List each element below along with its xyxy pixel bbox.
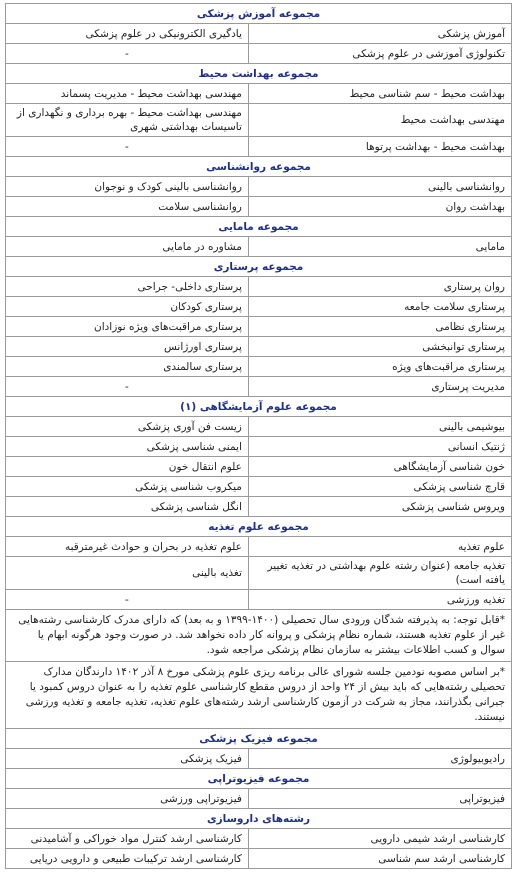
major-name-left: مهندسی بهداشت محیط - مدیریت پسماند bbox=[6, 84, 249, 104]
section-title: مجموعه پرستاری bbox=[6, 257, 512, 277]
section-title: مجموعه روانشناسی bbox=[6, 157, 512, 177]
table-row bbox=[6, 357, 512, 377]
table-row bbox=[6, 277, 512, 297]
table-row bbox=[6, 457, 512, 477]
major-name-left: کارشناسی ارشد ترکیبات طبیعی و دارویی دریایی bbox=[6, 849, 249, 869]
table-row bbox=[6, 44, 512, 64]
section-title: مجموعه علوم آزمایشگاهی (۱) bbox=[6, 397, 512, 417]
table-row bbox=[6, 177, 512, 197]
section-title: مجموعه آموزش پزشکی bbox=[6, 4, 512, 24]
section-title: مجموعه علوم تغذیه bbox=[6, 517, 512, 537]
table-row bbox=[6, 749, 512, 769]
table-row bbox=[6, 497, 512, 517]
section-header-row bbox=[6, 769, 512, 789]
major-name-left: - bbox=[6, 377, 249, 397]
major-name-right: مامایی bbox=[248, 237, 511, 257]
major-name-left: - bbox=[6, 44, 249, 64]
table-row bbox=[6, 417, 512, 437]
section-header-row bbox=[6, 4, 512, 24]
section-title: مجموعه مامایی bbox=[6, 217, 512, 237]
major-name-right: کارشناسی ارشد شیمی دارویی bbox=[248, 829, 511, 849]
section-title: مجموعه فیزیک پزشکی bbox=[6, 729, 512, 749]
note-row bbox=[6, 662, 512, 729]
major-name-left: روانشناسی بالینی کودک و نوجوان bbox=[6, 177, 249, 197]
major-name-left: فیزیک پزشکی bbox=[6, 749, 249, 769]
major-name-right: آموزش پزشکی bbox=[248, 24, 511, 44]
major-name-left: مشاوره در مامایی bbox=[6, 237, 249, 257]
major-name-right: پرستاری توانبخشی bbox=[248, 337, 511, 357]
major-name-left: فیزیوتراپی ورزشی bbox=[6, 789, 249, 809]
major-name-left: - bbox=[6, 590, 249, 610]
major-name-right: بیوشیمی بالینی bbox=[248, 417, 511, 437]
majors-table bbox=[5, 3, 512, 869]
section-title: مجموعه بهداشت محیط bbox=[6, 64, 512, 84]
major-name-right: ژنتیک انسانی bbox=[248, 437, 511, 457]
table-row bbox=[6, 24, 512, 44]
section-header-row bbox=[6, 64, 512, 84]
major-name-right: تغذیه ورزشی bbox=[248, 590, 511, 610]
table-row bbox=[6, 137, 512, 157]
major-name-left: پرستاری اورژانس bbox=[6, 337, 249, 357]
major-name-left: ایمنی شناسی پزشکی bbox=[6, 437, 249, 457]
note-text: *قابل توجه: به پذیرفته شدگان ورودی سال تحصیلی (۱۴۰۰-۱۳۹۹ و به بعد) که دارای مدرک کارشناسی رشته‌هایی غیر از علوم تغذیه هستند، شماره نظام پزشکی و پروانه کار داده نخواهد شد. در صورت وجود هرگونه ابهام یا سوال و کسب اطلاعات بیشتر به سازمان نظام پزشکی مراجعه شود. bbox=[6, 610, 512, 662]
major-name-left: - bbox=[6, 137, 249, 157]
table-row bbox=[6, 590, 512, 610]
major-name-left: علوم تغذیه در بحران و حوادث غیرمترقبه bbox=[6, 537, 249, 557]
major-name-right: کارشناسی ارشد سم شناسی bbox=[248, 849, 511, 869]
major-name-right: مهندسی بهداشت محیط bbox=[248, 104, 511, 137]
major-name-left: روانشناسی سلامت bbox=[6, 197, 249, 217]
major-name-left: پرستاری سالمندی bbox=[6, 357, 249, 377]
major-name-right: علوم تغذیه bbox=[248, 537, 511, 557]
majors-table-body bbox=[6, 4, 512, 869]
section-header-row bbox=[6, 257, 512, 277]
major-name-right: مدیریت پرستاری bbox=[248, 377, 511, 397]
major-name-right: تغذیه جامعه (عنوان رشته علوم بهداشتی در تغذیه تغییر یافته است) bbox=[248, 557, 511, 590]
major-name-right: فیزیوتراپی bbox=[248, 789, 511, 809]
table-row bbox=[6, 849, 512, 869]
table-row bbox=[6, 84, 512, 104]
major-name-left: پرستاری داخلی- جراحی bbox=[6, 277, 249, 297]
table-row bbox=[6, 237, 512, 257]
major-name-right: ویروس شناسی پزشکی bbox=[248, 497, 511, 517]
note-row bbox=[6, 610, 512, 662]
major-name-right: بهداشت محیط - سم شناسی محیط bbox=[248, 84, 511, 104]
major-name-right: رادیوبیولوژی bbox=[248, 749, 511, 769]
major-name-right: پرستاری سلامت جامعه bbox=[248, 297, 511, 317]
major-name-left: انگل شناسی پزشکی bbox=[6, 497, 249, 517]
major-name-left: میکروب شناسی پزشکی bbox=[6, 477, 249, 497]
table-row bbox=[6, 829, 512, 849]
major-name-left: علوم انتقال خون bbox=[6, 457, 249, 477]
table-row bbox=[6, 317, 512, 337]
major-name-right: بهداشت روان bbox=[248, 197, 511, 217]
major-name-right: پرستاری نظامی bbox=[248, 317, 511, 337]
section-title: مجموعه فیزیوتراپی bbox=[6, 769, 512, 789]
note-text: *بر اساس مصوبه نودمین جلسه شورای عالی برنامه ریزی علوم پزشکی مورخ ۸ آذر ۱۴۰۲ دارندگان مدارک تحصیلی رشته‌هایی که باید بیش از ۲۴ واحد از دروس مقطع کارشناسی علوم تغذیه را به عنوان دروس کمبود یا جبرانی بگذرانند، مجاز به شرکت در آزمون کارشناسی ارشد رشته‌های علوم تغذیه، تغذیه جامعه و تغذیه ورزشی نیستند. bbox=[6, 662, 512, 729]
major-name-left: زیست فن آوری پزشکی bbox=[6, 417, 249, 437]
table-row bbox=[6, 337, 512, 357]
table-row bbox=[6, 197, 512, 217]
majors-table-container bbox=[5, 3, 512, 869]
section-header-row bbox=[6, 517, 512, 537]
section-header-row bbox=[6, 397, 512, 417]
section-header-row bbox=[6, 809, 512, 829]
major-name-left: پرستاری مراقبت‌های ویژه نوزادان bbox=[6, 317, 249, 337]
major-name-right: بهداشت محیط - بهداشت پرتوها bbox=[248, 137, 511, 157]
section-title: رشته‌های داروسازی bbox=[6, 809, 512, 829]
table-row bbox=[6, 104, 512, 137]
section-header-row bbox=[6, 157, 512, 177]
major-name-left: کارشناسی ارشد کنترل مواد خوراکی و آشامیدنی bbox=[6, 829, 249, 849]
major-name-left: پرستاری کودکان bbox=[6, 297, 249, 317]
table-row bbox=[6, 537, 512, 557]
major-name-right: روان پرستاری bbox=[248, 277, 511, 297]
major-name-left: تغذیه بالینی bbox=[6, 557, 249, 590]
table-row bbox=[6, 477, 512, 497]
table-row bbox=[6, 297, 512, 317]
section-header-row bbox=[6, 729, 512, 749]
major-name-right: قارچ شناسی پزشکی bbox=[248, 477, 511, 497]
major-name-right: پرستاری مراقبت‌های ویژه bbox=[248, 357, 511, 377]
major-name-right: تکنولوژی آموزشی در علوم پزشکی bbox=[248, 44, 511, 64]
major-name-right: روانشناسی بالینی bbox=[248, 177, 511, 197]
table-row bbox=[6, 557, 512, 590]
major-name-left: یادگیری الکترونیکی در علوم پزشکی bbox=[6, 24, 249, 44]
table-row bbox=[6, 437, 512, 457]
section-header-row bbox=[6, 217, 512, 237]
major-name-left: مهندسی بهداشت محیط - بهره برداری و نگهداری از تاسیسات بهداشتی شهری bbox=[6, 104, 249, 137]
table-row bbox=[6, 377, 512, 397]
major-name-right: خون شناسی آزمایشگاهی bbox=[248, 457, 511, 477]
table-row bbox=[6, 789, 512, 809]
